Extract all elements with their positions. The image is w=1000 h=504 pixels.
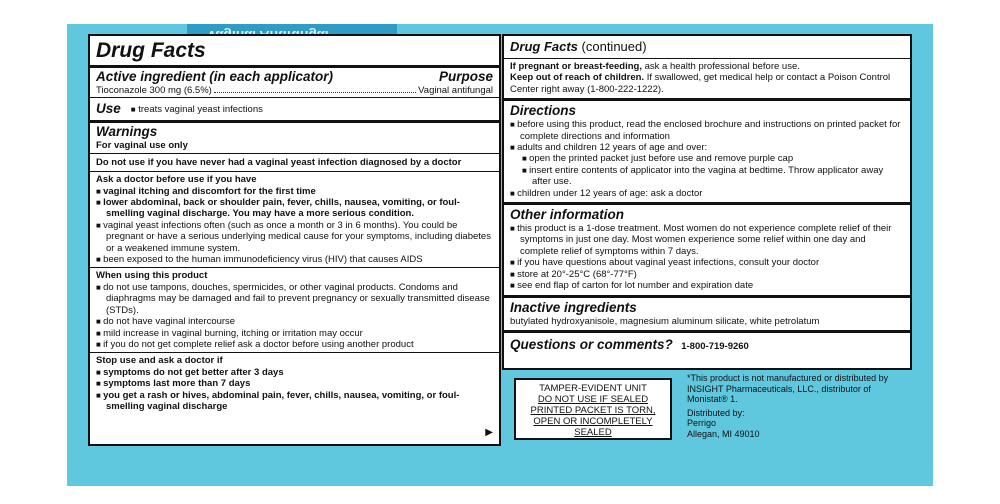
directions-item: ■ adults and children 12 years of age and over: <box>510 142 708 154</box>
questions-heading: Questions or comments? <box>510 336 673 352</box>
when-using-item: ■ mild increase in vaginal burning, itching or irritation may occur <box>96 327 363 339</box>
active-ingredient-name: Tioconazole 300 mg (6.5%) <box>96 85 212 96</box>
pregnant-bold: If pregnant or breast-feeding, <box>510 61 642 72</box>
directions-item: ■ insert entire contents of applicator into the vagina at bedtime. Throw applicator away after use. <box>522 164 884 188</box>
bullet-icon: ■ <box>522 154 530 164</box>
active-ingredient-heading: Active ingredient (in each applicator) <box>96 69 334 84</box>
ask-doctor-item: ■ lower abdominal, back or shoulder pain, fever, chills, nausea, vomiting, or foul-smelling vaginal discharge. You may have a more serious condition. <box>96 197 460 220</box>
bullet-icon: ■ <box>510 281 518 291</box>
ask-doctor-item: ■ vaginal yeast infections often (such as once a month or 3 in 6 months). You could be pregnant or have a serious underlying medical cause for your symptoms, including diabetes or a weakened immune system. <box>96 219 491 254</box>
when-using-item: ■ do not use tampons, douches, spermicides, or other vaginal products. Condoms and diaphragms may be damaged and fail to prevent pregnancy or sexually transmitted disease (STDs). <box>96 281 490 316</box>
stop-use-item: ■ symptoms do not get better after 3 days <box>96 366 284 378</box>
tamper-warning: DO NOT USE IF SEALED PRINTED PACKET IS TORN, OPEN OR INCOMPLETELY SEALED <box>530 394 656 438</box>
continued-suffix: (continued) <box>581 39 647 54</box>
warnings-sub: For vaginal use only <box>96 140 188 152</box>
directions-item: ■ children under 12 years of age: ask a doctor <box>510 187 703 199</box>
ask-doctor-section <box>90 172 499 268</box>
inactive-ingredients-text: butylated hydroxyanisole, magnesium aluminum silicate, white petrolatum <box>510 315 820 327</box>
distributor-disclaimer: *This product is not manufactured or distributed by INSIGHT Pharmaceuticals, LLC., distributor of Monistat® 1. <box>687 373 889 404</box>
active-ingredient-section <box>90 68 499 98</box>
distributor-label: Distributed by: <box>687 407 745 418</box>
drug-facts-panel <box>88 34 501 446</box>
directions-heading: Directions <box>510 103 577 119</box>
directions-item: ■ before using this product, read the enclosed brochure and instructions on printed packet for complete directions and information <box>510 119 901 142</box>
bullet-icon: ■ <box>510 120 518 130</box>
bullet-icon: ■ <box>96 390 104 400</box>
drug-facts-title: Drug Facts <box>96 39 206 62</box>
stop-use-item: ■ symptoms last more than 7 days <box>96 378 251 390</box>
warnings-header <box>90 123 499 153</box>
continued-title: Drug Facts <box>510 39 578 54</box>
other-information-heading: Other information <box>510 207 624 223</box>
stop-use-heading: Stop use and ask a doctor if <box>96 355 223 367</box>
tamper-title: TAMPER-EVIDENT UNIT <box>539 383 647 394</box>
when-using-heading: When using this product <box>96 270 208 282</box>
bullet-icon: ■ <box>522 165 530 175</box>
inactive-ingredients-heading: Inactive ingredients <box>510 299 637 315</box>
do-not-use: Do not use if you have never had a vaginal yeast infection diagnosed by a doctor <box>90 154 499 172</box>
bullet-icon: ■ <box>510 224 518 234</box>
distributor-block <box>687 373 912 439</box>
bullet-icon: ■ <box>510 188 518 198</box>
pregnancy-keep-out-section <box>504 59 910 101</box>
bullet-icon: ■ <box>96 282 104 292</box>
other-information-item: ■ if you have questions about vaginal yeast infections, consult your doctor <box>510 257 820 269</box>
distributor-name: Perrigo <box>687 418 717 428</box>
other-information-item: ■ see end flap of carton for lot number and expiration date <box>510 280 754 292</box>
bullet-icon: ■ <box>510 269 518 279</box>
directions-item: ■ open the printed packet just before use and remove purple cap <box>522 153 794 165</box>
stop-use-item: ■ you get a rash or hives, abdominal pain, fever, chills, nausea, vomiting, or foul-smelling vaginal discharge <box>96 389 460 412</box>
bullet-icon: ■ <box>96 198 104 208</box>
other-information-item: ■ store at 20°-25°C (68°-77°F) <box>510 268 637 280</box>
inactive-ingredients-section <box>504 298 910 333</box>
ask-doctor-heading: Ask a doctor before use if you have <box>96 174 257 186</box>
bullet-icon: ■ <box>96 339 104 349</box>
bullet-icon: ■ <box>96 255 104 265</box>
bullet-icon: ■ <box>96 328 104 338</box>
bullet-icon: ■ <box>96 379 104 389</box>
use-heading: Use <box>96 101 121 117</box>
directions-section <box>504 101 910 205</box>
questions-section <box>504 333 910 357</box>
keep-out-bold: Keep out of reach of children. <box>510 72 645 84</box>
bullet-icon: ■ <box>96 367 104 377</box>
stop-use-section <box>90 353 499 414</box>
ask-doctor-item: ■ vaginal itching and discomfort for the first time <box>96 185 316 197</box>
distributor-address: Allegan, MI 49010 <box>687 428 760 439</box>
keep-out-text: If swallowed, get medical help or contact a Poison Control Center right away (1-800-222-1222). <box>510 72 891 95</box>
pregnant-text: ask a health professional before use. <box>644 61 800 72</box>
use-section: Use ■ treats vaginal yeast infections <box>90 98 499 123</box>
bullet-icon: ■ <box>96 186 104 196</box>
other-information-section <box>504 205 910 297</box>
active-ingredient-purpose: Vaginal antifungal <box>418 85 493 96</box>
bullet-icon: ■ <box>96 220 104 230</box>
when-using-section <box>90 268 499 353</box>
warnings-heading: Warnings <box>96 124 158 140</box>
continue-arrow-icon: ▶ <box>485 427 493 438</box>
bullet-icon: ■ <box>510 143 518 153</box>
bullet-icon: ■ <box>510 258 518 268</box>
drug-facts-continued-panel <box>502 34 912 370</box>
drug-facts-header <box>90 36 499 68</box>
ask-doctor-item: ■ been exposed to the human immunodeficiency virus (HIV) that causes AIDS <box>96 254 423 266</box>
bullet-icon: ■ <box>96 317 104 327</box>
when-using-item: ■ do not have vaginal intercourse <box>96 316 236 328</box>
questions-phone: 1-800-719-9260 <box>681 340 749 352</box>
other-information-item: ■ this product is a 1-dose treatment. Most women do not experience complete relief of their symptoms in just one day. Most women experience some relief within one day and complete relief of symptoms within 7 days. <box>510 223 892 257</box>
when-using-item: ■ if you do not get complete relief ask a doctor before using another product <box>96 338 414 350</box>
purpose-heading: Purpose <box>438 69 493 84</box>
continued-header <box>504 36 910 59</box>
use-item: treats vaginal yeast infections <box>138 103 263 115</box>
tamper-evident-box <box>514 378 672 440</box>
